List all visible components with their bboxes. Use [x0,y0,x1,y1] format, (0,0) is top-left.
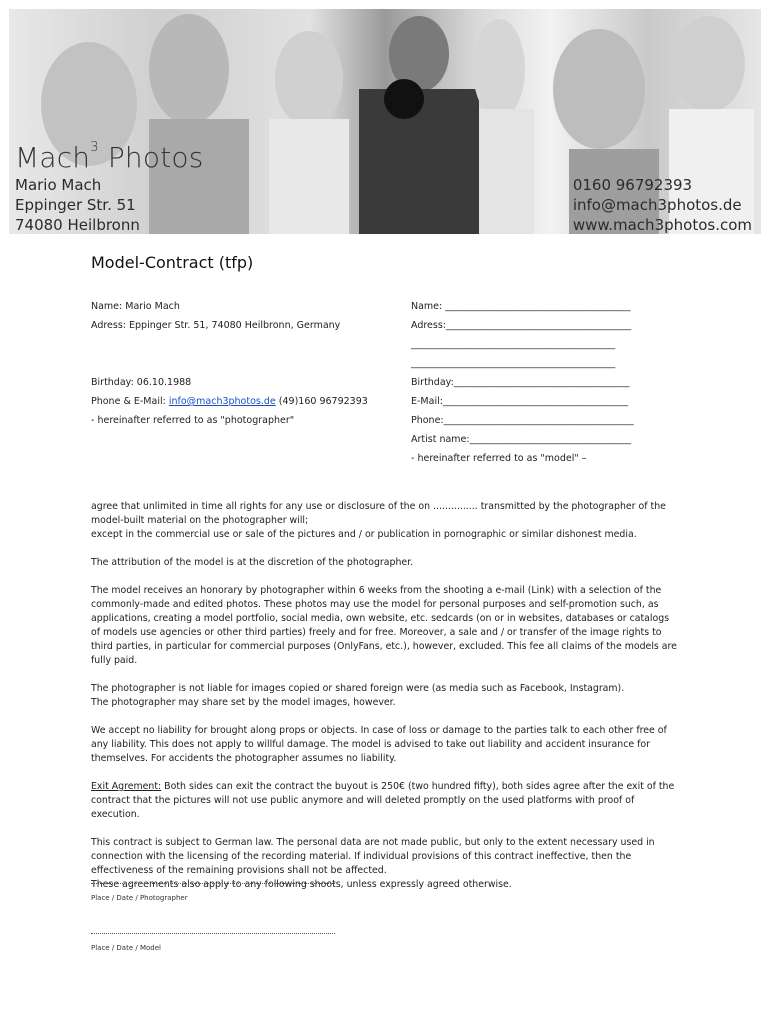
photographer-name: Name: Mario Mach [91,301,180,312]
contact-website: www.mach3photos.com [572,216,752,234]
model-address-line-3[interactable]: ___________________________________________ [411,358,616,369]
page-title: Model-Contract (tfp) [91,253,254,272]
email-link[interactable]: info@mach3photos.de [168,396,276,407]
model-signature-line[interactable] [91,933,335,934]
contact-label: Phone & E-Mail: [91,396,169,407]
photographer-signature-line[interactable] [91,883,335,884]
address-line: Mario Mach [15,176,102,194]
exit-text: Both sides can exit the contract the buyout is 250€ (two hundred fifty), both sides agree after the exit of the contract that the pictures will not use public anymore and will deleted promptly on the used platforms with proof of execution. [91,781,675,820]
contract-body [91,500,681,906]
model-address-field[interactable]: Adress:_______________________________________ [411,320,632,331]
photographer-contact [91,396,368,407]
clause-law: This contract is subject to German law. The personal data are not made public, but only to the extent necessary used in connection with the licensing of the recording material. If individual provisions of this contract ineffective, then the effectiveness of the remaining provisions shall not be affected. These agreements also apply to any following shoots, unless expressly agreed otherwise. [91,837,655,890]
photographer-signature-label: Place / Date / Photographer [91,894,188,902]
exit-label: Exit Agrement: [91,781,162,792]
address-line: 74080 Heilbronn [15,216,140,234]
clause-liability-props: We accept no liability for brought along props or objects. In case of loss or damage to the parties talk to each other free of any liability. This does not apply to willful damage. The model is advised to take out liability and accident insurance for themselves. For accidents the photographer assumes no liability. [91,725,667,764]
contact-phone: 0160 96792393 [572,176,693,194]
model-name-field[interactable]: Name: _______________________________________ [411,301,631,312]
phone-number: (49)160 96792393 [275,396,368,407]
model-artist-name-field[interactable]: Artist name:__________________________________ [411,434,632,445]
photographer-birthday: Birthday: 06.10.1988 [91,377,192,388]
contact-email: info@mach3photos.de [572,196,742,214]
model-birthday-field[interactable]: Birthday:_____________________________________ [411,377,630,388]
photographer-referred: - hereinafter referred to as "photographer" [91,415,295,426]
clause-liability-images: The photographer is not liable for images copied or shared foreign were (as media such as Facebook, Instagram). The photographer may share set by the model images, however. [91,683,625,708]
clause-exit [91,780,681,822]
photographer-address: Adress: Eppinger Str. 51, 74080 Heilbronn, Germany [91,320,341,331]
model-referred: - hereinafter referred to as "model" – [411,453,587,464]
model-email-field[interactable]: E-Mail:_______________________________________ [411,396,629,407]
header-banner [9,9,761,234]
model-address-line-2[interactable]: ___________________________________________ [411,339,616,350]
clause-attribution: The attribution of the model is at the discretion of the photographer. [91,557,414,568]
clause-rights: agree that unlimited in time all rights for any use or disclosure of the on ............... transmitted by the photographer of the model-built material on the photographer will; except in the commercial use or sale of the pictures and / or publication in pornographic or similar dishonest media. [91,501,666,540]
model-signature-label: Place / Date / Model [91,944,161,952]
photographer-address-block [15,175,140,234]
model-phone-field[interactable]: Phone:________________________________________ [411,415,634,426]
brand-logo: Mach$^3$ Photos [15,139,204,174]
contact-block [573,175,752,234]
clause-honorary: The model receives an honorary by photographer within 6 weeks from the shooting a e-mail (Link) with a selection of the commonly-made and edited photos. These photos may use the model for personal purposes and self-promotion such, as applications, creating a model portfolio, social media, own website, etc. sedcards (on or in websites, databases or catalogs of models use agencies or other third parties) freely and for free. Moreover, a sale and / or transfer of the image rights to third parties, in particular for commercial purposes (OnlyFans, etc.), however, excluded. This fee all claims of the models are fully paid. [91,585,677,666]
address-line: Eppinger Str. 51 [15,196,136,214]
